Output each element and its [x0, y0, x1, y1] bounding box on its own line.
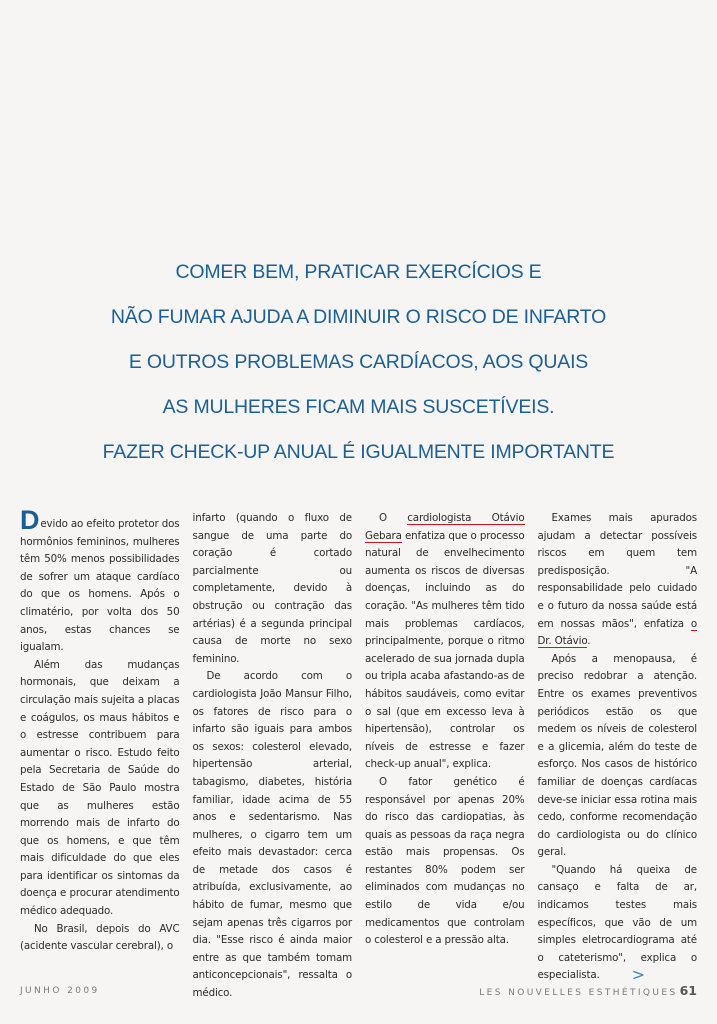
red-underlined-name: cardiologista Otávio Gebara	[365, 512, 525, 542]
magazine-name	[479, 983, 697, 998]
page-number: 61	[679, 983, 697, 998]
headline-line-1: COMER BEM, PRATICAR EXERCÍCIOS E	[175, 261, 542, 283]
red-underlined-name: o Dr. Otávio	[537, 617, 697, 648]
article-headline	[20, 250, 697, 475]
paragraph: O fator genético é responsável por apenas 20% do risco das cardiopatias, às quais as pessoas da raça negra estão mais propensas. Os restantes 80% podem ser eliminados com mudanças no estilo de vida e/ou medicamentos que controlam o colesterol e a pressão alta.	[365, 775, 525, 947]
headline-line-4: AS MULHERES FICAM MAIS SUSCETÍVEIS.	[162, 396, 555, 418]
headline-line-2: NÃO FUMAR AJUDA A DIMINUIR O RISCO DE INFARTO	[110, 306, 607, 328]
headline-line-5: FAZER CHECK-UP ANUAL É IGUALMENTE IMPORTANTE	[102, 441, 615, 463]
paragraph-text: enfatiza que o processo natural de envelhecimento aumenta os riscos de diversas doenças, incluindo as do coração. "As mulheres têm tido mais problemas cardíacos, principalmente, porque o ritmo acelerado de sua jornada dupla ou tripla acaba afastando-as de hábitos saudáveis, como evitar o sal (que em excesso leva à hipertensão), controlar os níveis de estresse e fazer check-up anual", explica.	[365, 529, 525, 771]
paragraph: No Brasil, depois do AVC (acidente vascular cerebral), o	[20, 922, 180, 953]
paragraph: Após a menopausa, é preciso redobrar a atenção. Entre os exames preventivos periódicos estão os que medem os níveis de colesterol e a glicemia, além do teste de esforço. Nos casos de histórico familiar de doenças cardíacas deve-se iniciar essa rotina mais cedo, conforme recomendação do cardiologista ou do clínico geral.	[537, 652, 697, 859]
paragraph: infarto (quando o fluxo de sangue de uma parte do coração é cortado parcialmente ou completamente, devido à obstrução ou contração das artérias) é a segunda principal causa de morte no sexo feminino.	[192, 512, 352, 665]
paragraph-text: "Quando há queixa de cansaço e falta de ar, indicamos testes mais específicos, que vão de um simples eletrocardiograma até o cateterismo", explica o especialista.	[537, 863, 697, 982]
paragraph: De acordo com o cardiologista João Mansur Filho, os fatores de risco para o infarto são iguais para ambos os sexos: colesterol elevado, hipertensão arterial, tabagismo, diabetes, história familiar, idade acima de 55 anos e sedentarismo. Nas mulheres, o cigarro tem um efeito mais devastador: cerca de metade dos casos é atribuída, exclusivamente, ao hábito de fumar, mesmo que sejam apenas três cigarros por dia. "Esse risco é ainda maior entre as que também tomam anticoncepcionais", ressalta o médico.	[192, 670, 352, 1000]
paragraph: Além das mudanças hormonais, que deixam a circulação mais sujeita a placas e coágulos, os maus hábitos e o estresse contribuem para aumentar o risco. Estudo feito pela Secretaria de Saúde do Estado de São Paulo mostra que as mulheres estão morrendo mais de infarto do que os homens, e que têm mais dificuldade do que eles para identificar os sintomas da doença e procurar atendimento médico adequado.	[20, 658, 180, 918]
paragraph-text: .	[587, 635, 591, 648]
text-column-1	[20, 505, 180, 965]
drop-cap: D	[20, 505, 40, 535]
paragraph	[365, 510, 525, 774]
issue-date: JUNHO 2009	[20, 986, 100, 996]
paragraph-text: Exames mais apurados ajudam a detectar possíveis riscos em quem tem predisposição. "A responsabilidade pelo cuidado e o futuro da nossa saúde está em nossas mãos", enfatiza	[537, 512, 697, 630]
text-column-2	[192, 510, 353, 1000]
text-column-4	[537, 510, 698, 985]
continue-arrow-icon: >	[631, 965, 645, 985]
paragraph	[20, 505, 180, 657]
paragraph-text: evido ao efeito protetor dos hormônios femininos, mulheres têm 50% menos possibilidades de sofrer um ataque cardíaco do que os homens. Após o climatério, por volta dos 50 anos, estas chances se igualam.	[20, 518, 180, 654]
paragraph	[538, 862, 698, 985]
text-column-3	[365, 510, 525, 965]
paragraph	[538, 510, 698, 651]
paragraph-text: O	[379, 512, 408, 524]
headline-line-3: E OUTROS PROBLEMAS CARDÍACOS, AOS QUAIS	[128, 351, 589, 373]
magazine-title: LES NOUVELLES ESTHÉTIQUES	[479, 988, 678, 998]
